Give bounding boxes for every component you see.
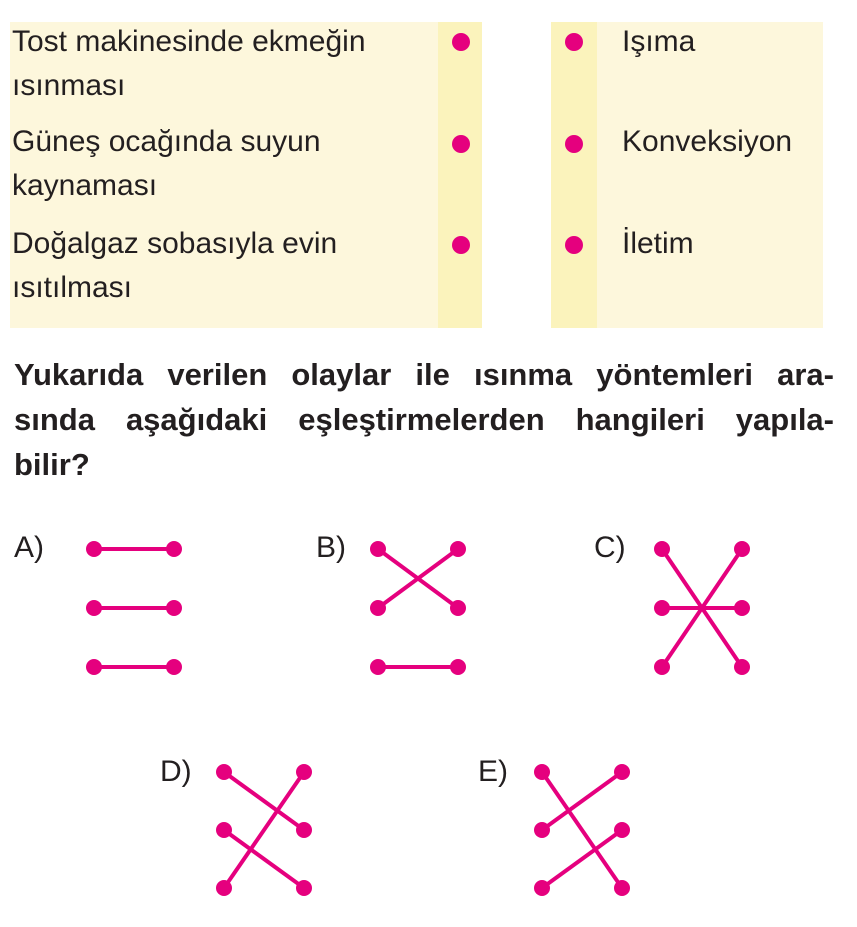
methods-panel — [597, 22, 823, 328]
match-line — [224, 772, 304, 830]
left-node-dot — [216, 822, 232, 838]
option-c-diagram[interactable] — [662, 549, 742, 667]
event-item-3 — [12, 222, 432, 310]
right-node-dot — [166, 541, 182, 557]
match-line — [542, 772, 622, 830]
left-node-dot — [654, 600, 670, 616]
left-node-dot — [86, 600, 102, 616]
left-node-dot — [654, 659, 670, 675]
left-node-dot — [534, 880, 550, 896]
left-node-dot — [534, 822, 550, 838]
right-node-dot — [734, 541, 750, 557]
match-line — [542, 830, 622, 888]
option-a-label[interactable]: A) — [14, 531, 44, 564]
option-a-diagram[interactable] — [94, 549, 174, 667]
event-text: ısıtılması — [12, 271, 133, 304]
left-node-dot — [654, 541, 670, 557]
method-dot-3 — [565, 236, 583, 254]
option-d-diagram[interactable] — [224, 772, 304, 888]
left-node-dot — [86, 541, 102, 557]
right-node-dot — [450, 541, 466, 557]
event-item-1 — [12, 20, 432, 108]
methods-dot-strip — [551, 22, 597, 328]
right-node-dot — [734, 600, 750, 616]
right-node-dot — [614, 880, 630, 896]
option-e-diagram[interactable] — [542, 772, 622, 888]
event-dot-2 — [452, 135, 470, 153]
question-stem — [14, 352, 834, 487]
option-b-label[interactable]: B) — [316, 531, 346, 564]
event-item-2 — [12, 120, 432, 208]
method-dot-2 — [565, 135, 583, 153]
right-node-dot — [450, 659, 466, 675]
event-text: Doğalgaz sobasıyla evin — [12, 227, 338, 260]
event-text: Tost makinesinde ekmeğin — [12, 25, 366, 58]
right-node-dot — [296, 822, 312, 838]
method-dot-1 — [565, 33, 583, 51]
event-dot-1 — [452, 33, 470, 51]
left-node-dot — [370, 659, 386, 675]
method-item-2: Konveksiyon — [622, 125, 793, 158]
event-dot-3 — [452, 236, 470, 254]
option-c-label[interactable]: C) — [594, 531, 626, 564]
question-line-2: sında aşağıdaki eşleştirmelerden hangileri yapıla- — [14, 402, 834, 437]
right-node-dot — [614, 764, 630, 780]
left-node-dot — [370, 600, 386, 616]
method-item-1: Işıma — [622, 25, 696, 58]
right-node-dot — [296, 880, 312, 896]
left-node-dot — [216, 764, 232, 780]
option-d-label[interactable]: D) — [160, 755, 192, 788]
right-node-dot — [166, 659, 182, 675]
event-text: kaynaması — [12, 169, 158, 202]
option-e-label[interactable]: E) — [478, 755, 508, 788]
match-line — [224, 830, 304, 888]
question-line-1: Yukarıda verilen olaylar ile ısınma yöntemleri ara- — [14, 357, 834, 392]
left-node-dot — [370, 541, 386, 557]
left-node-dot — [86, 659, 102, 675]
right-node-dot — [614, 822, 630, 838]
right-node-dot — [166, 600, 182, 616]
question-line-3: bilir? — [14, 447, 90, 482]
right-node-dot — [450, 600, 466, 616]
right-node-dot — [296, 764, 312, 780]
match-line — [542, 772, 622, 888]
left-node-dot — [534, 764, 550, 780]
events-dot-strip — [438, 22, 482, 328]
option-b-diagram[interactable] — [378, 549, 458, 667]
event-text: Güneş ocağında suyun — [12, 125, 321, 158]
event-text: ısınması — [12, 69, 126, 102]
match-line — [224, 772, 304, 888]
right-node-dot — [734, 659, 750, 675]
left-node-dot — [216, 880, 232, 896]
method-item-3: İletim — [622, 227, 694, 260]
